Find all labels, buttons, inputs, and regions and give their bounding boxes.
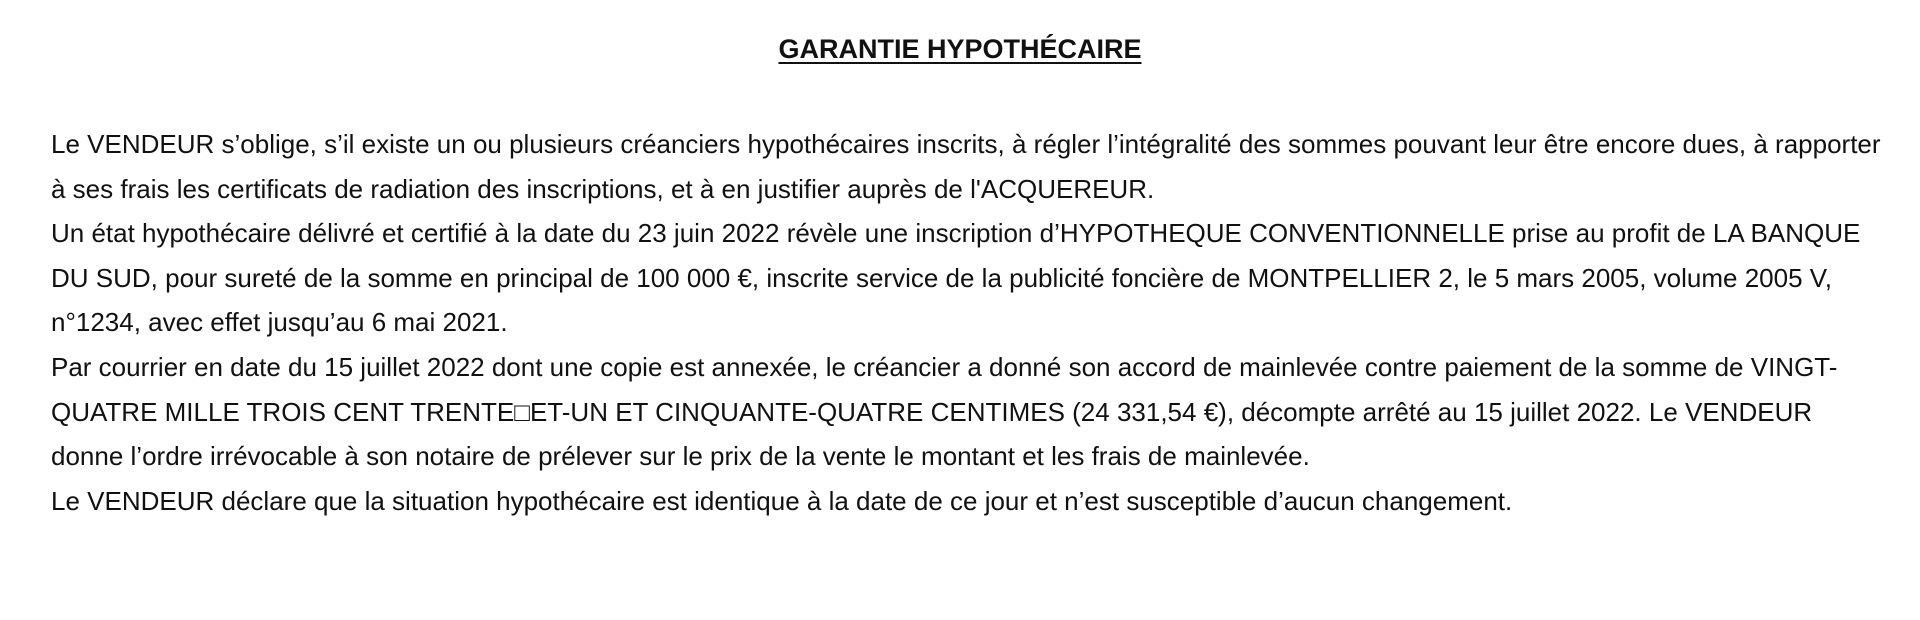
- paragraph-seller-obligation: Le VENDEUR s’oblige, s’il existe un ou plusieurs créanciers hypothécaires inscrits, à régler l’intégralité des sommes pouvant leur être encore dues, à rapporter à ses frais les certificats de radiation des inscriptions, et à en justifier auprès de l'ACQUEREUR.: [51, 129, 1881, 204]
- paragraph-seller-declaration: Le VENDEUR déclare que la situation hypothécaire est identique à la date de ce jour et n’est susceptible d’aucun changement.: [51, 485, 1513, 516]
- document-title: GARANTIE HYPOTHÉCAIRE: [778, 34, 1142, 64]
- paragraph-mortgage-statement: Un état hypothécaire délivré et certifié à la date du 23 juin 2022 révèle une inscription d’HYPOTHEQUE CONVENTIONNELLE prise au profit de LA BANQUE DU SUD, pour sureté de la somme en principal de 100 000 €, inscrite service de la publicité foncière de MONTPELLIER 2, le 5 mars 2005, volume 2005 V, n°1234, avec effet jusqu’au 6 mai 2021.: [51, 218, 1861, 338]
- paragraph-release-agreement: Par courrier en date du 15 juillet 2022 dont une copie est annexée, le créancier a donné son accord de mainlevée contre paiement de la somme de VINGT-QUATRE MILLE TROIS CENT TRENTE□ET-UN ET CINQUANTE-QUATRE CENTIMES (24 331,54 €), décompte arrêté au 15 juillet 2022. Le VENDEUR donne l’ordre irrévocable à son notaire de prélever sur le prix de la vente le montant et les frais de mainlevée.: [51, 351, 1838, 472]
- document-body: [51, 122, 1886, 523]
